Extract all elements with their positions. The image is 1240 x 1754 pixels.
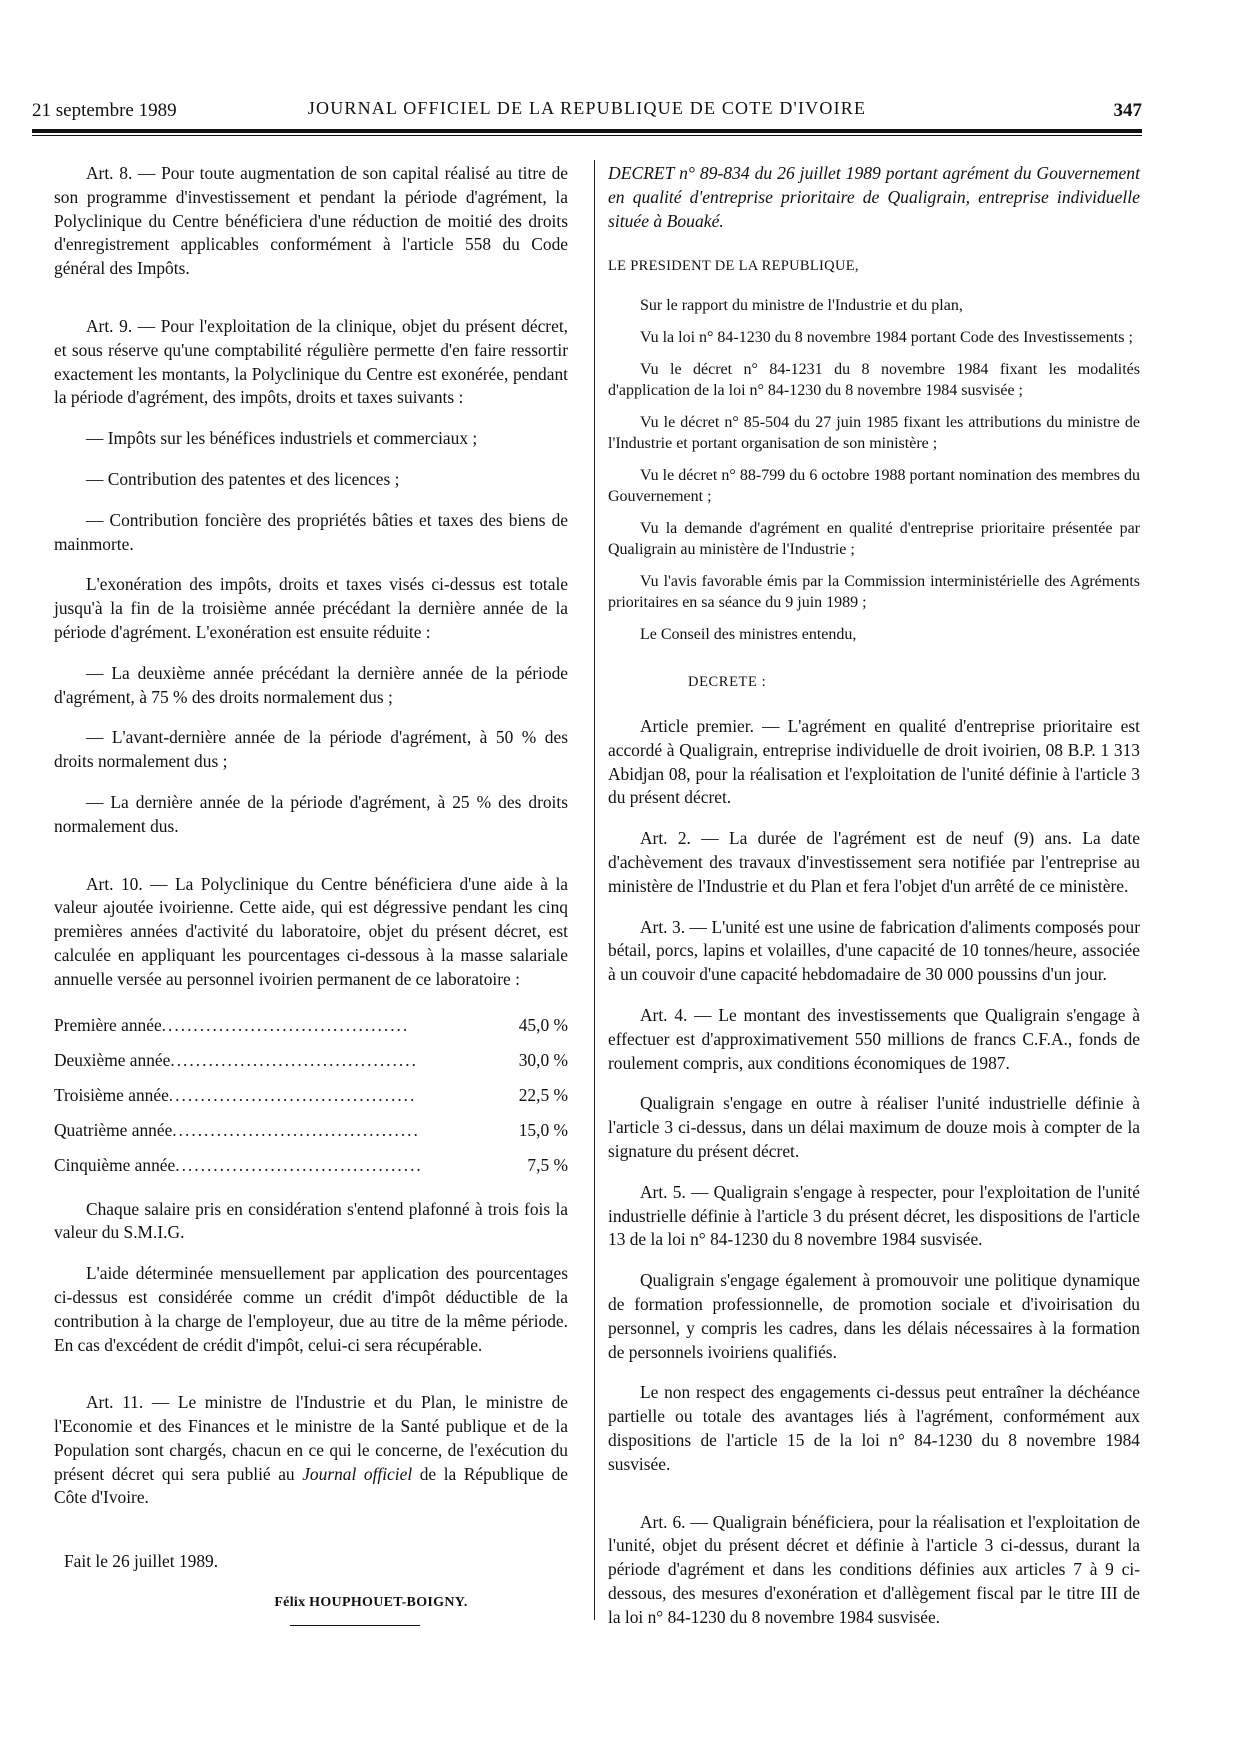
article-5-continued: Qualigrain s'engage également à promouvoir une politique dynamique de formation professionnelle, de promotion sociale et d'ivoirisation du personnel, y compris les cadres, dans les délais nécessaires à la formation de personnels ivoiriens qualifiés. xyxy=(608,1270,1140,1362)
smig-paragraph: Chaque salaire pris en considération s'entend plafonné à trois fois la valeur du S.M.I.G. xyxy=(54,1198,568,1243)
article-4: Art. 4. — Le montant des investissements que Qualigrain s'engage à effectuer est d'approximativement 550 millions de francs C.F.A., fonds de roulement compris, aux conditions économiques de 1987. xyxy=(608,1004,1140,1073)
signature-name: Félix HOUPHOUET-BOIGNY. xyxy=(274,1595,468,1611)
vu-item-4: Vu le décret n° 85-504 du 27 juin 1985 fixant les attributions du ministre de l'Industrie et portant organisation de son ministère ; xyxy=(608,414,1140,453)
table-row: Deuxième année....................................... 30,0 % xyxy=(54,1044,568,1079)
reduction-item-2: — L'avant-dernière année de la période d'agrément, à 50 % des droits normalement dus ; xyxy=(54,727,568,772)
article-5: Art. 5. — Qualigrain s'engage à respecter, pour l'exploitation de l'unité industrielle définie à l'article 3 du présent décret, les dispositions de l'article 13 de la loi n° 84-1230 du 8 novembre 1984 susvisée. xyxy=(608,1181,1140,1250)
aide-paragraph: L'aide déterminée mensuellement par application des pourcentages ci-dessus est considérée comme un crédit d'impôt déductible de la contribution à la charge de l'employeur, due au titre de la même période. En cas d'excédent de crédit d'impôt, celui-ci sera récupérable. xyxy=(54,1263,568,1355)
exoneration-paragraph: L'exonération des impôts, droits et taxes visés ci-dessus est totale jusqu'à la fin de la troisième année précédant la dernière année de la période d'agrément. L'exonération est ensuite réduite : xyxy=(54,574,568,642)
vu-item-8: Le Conseil des ministres entendu, xyxy=(640,626,857,644)
rate-year: Quatrième année xyxy=(54,1120,173,1141)
header-rule-thick xyxy=(32,129,1142,133)
article-5-non-respect: Le non respect des engagements ci-dessus peut entraîner la déchéance partielle ou totale des avantages liés à l'agrément, conformément aux dispositions de l'article 15 de la loi n° 84-1230 du 8 novembre 1984 susvisée. xyxy=(608,1382,1140,1474)
decree-title: DECRET n° 89-834 du 26 juillet 1989 portant agrément du Gouvernement en qualité d'entreprise prioritaire de Qualigrain, entreprise individuelle située à Bouaké. xyxy=(608,163,1140,231)
vu-item-2: Vu la loi n° 84-1230 du 8 novembre 1984 portant Code des Investissements ; xyxy=(640,329,1133,347)
page-number: 347 xyxy=(1113,100,1142,121)
article-4-continued: Qualigrain s'engage en outre à réaliser l'unité industrielle définie à l'article 3 ci-dessus, dans un délai maximum de douze mois à compter de la signature du présent décret. xyxy=(608,1093,1140,1161)
reduction-item-3: — La dernière année de la période d'agrément, à 25 % des droits normalement dus. xyxy=(54,791,568,836)
decrete-heading: DECRETE : xyxy=(688,674,767,691)
art9-item-3: — Contribution foncière des propriétés bâties et taxes des biens de mainmorte. xyxy=(54,509,568,554)
art9-item-1: — Impôts sur les bénéfices industriels et commerciaux ; xyxy=(86,428,478,449)
reduction-item-1: — La deuxième année précédant la dernière année de la période d'agrément, à 75 % des droits normalement dus ; xyxy=(54,662,568,707)
article-2: Art. 2. — La durée de l'agrément est de neuf (9) ans. La date d'achèvement des travaux d'investissement sera notifiée par l'entreprise au ministère de l'Industrie et du Plan et fera l'objet d'un arrêté de ce ministère. xyxy=(608,828,1140,896)
rate-value: 45,0 % xyxy=(518,1015,568,1036)
rate-value: 15,0 % xyxy=(518,1120,568,1141)
journal-name: Journal officiel xyxy=(302,1463,413,1484)
journal-title: JOURNAL OFFICIEL DE LA REPUBLIQUE DE COTE D'IVOIRE xyxy=(307,98,867,118)
header-rule-thin xyxy=(32,135,1142,136)
article-premier: Article premier. — L'agrément en qualité d'entreprise prioritaire est accordé à Qualigrain, entreprise individuelle de droit ivoirien, 08 B.P. 1 313 Abidjan 08, pour la réalisation et l'exploitation de l'unité définie à l'article 3 du présent décret. xyxy=(608,715,1140,808)
signing-date: Fait le 26 juillet 1989. xyxy=(64,1551,219,1572)
vu-item-5: Vu le décret n° 88-799 du 6 octobre 1988 portant nomination des membres du Gouvernement ; xyxy=(608,467,1140,506)
president-heading: LE PRESIDENT DE LA REPUBLIQUE, xyxy=(608,258,859,275)
issue-date: 21 septembre 1989 xyxy=(32,100,177,121)
rate-value: 22,5 % xyxy=(518,1085,568,1106)
article-3: Art. 3. — L'unité est une usine de fabrication d'aliments composés pour bétail, porcs, lapins et volailles, d'une capacité de 10 tonnes/heure, associée à un couvoir d'une capacité hebdomadaire de 30 000 poussins d'un jour. xyxy=(608,916,1140,985)
table-row: Troisième année....................................... 22,5 % xyxy=(54,1079,568,1114)
vu-item-3: Vu le décret n° 84-1231 du 8 novembre 1984 fixant les modalités d'application de la loi n° 84-1230 du 8 novembre 1984 susvisée ; xyxy=(608,361,1140,400)
rate-year: Troisième année xyxy=(54,1085,169,1106)
vu-item-1: Sur le rapport du ministre de l'Industrie et du plan, xyxy=(640,297,963,315)
article-11: Art. 11. — Le ministre de l'Industrie et du Plan, le ministre de l'Economie et des Finances et le ministre de la Santé publique et de la Population sont chargés, chacun en ce qui le concerne, de l'exécution du présent décret qui sera publié au Journal officiel de la République de Côte d'Ivoire. xyxy=(54,1392,568,1508)
rate-year: Première année xyxy=(54,1015,162,1036)
rate-year: Deuxième année xyxy=(54,1050,171,1071)
page-header xyxy=(32,96,1142,128)
table-row: Première année....................................... 45,0 % xyxy=(54,1009,568,1044)
rates-table xyxy=(54,1009,568,1184)
rate-value: 30,0 % xyxy=(518,1050,568,1071)
column-divider xyxy=(594,160,595,1620)
left-column xyxy=(54,162,568,1626)
signature-rule xyxy=(290,1625,420,1626)
vu-item-6: Vu la demande d'agrément en qualité d'entreprise prioritaire présentée par Qualigrain au ministère de l'Industrie ; xyxy=(608,520,1140,559)
table-row: Cinquième année....................................... 7,5 % xyxy=(54,1149,568,1184)
rate-value: 7,5 % xyxy=(527,1155,568,1176)
article-8: Art. 8. — Pour toute augmentation de son capital réalisé au titre de son programme d'investissement et pendant la période d'agrément, la Polyclinique du Centre bénéficiera d'une réduction de moitié des droits d'enregistrement applicables conformément à l'article 558 du Code général des Impôts. xyxy=(54,163,568,279)
table-row: Quatrième année....................................... 15,0 % xyxy=(54,1114,568,1149)
vu-item-7: Vu l'avis favorable émis par la Commission interministérielle des Agréments prioritaires en sa séance du 9 juin 1989 ; xyxy=(608,573,1140,612)
article-6: Art. 6. — Qualigrain bénéficiera, pour la réalisation et l'exploitation de l'unité, objet du présent décret et définie à l'article 3 ci-dessus, durant la période d'agrément et dans les conditions définies aux articles 7 à 9 ci-dessous, des mesures d'exonération et d'allègement fiscal par le titre III de la loi n° 84-1230 du 8 novembre 1984 susvisée. xyxy=(608,1511,1140,1627)
rate-year: Cinquième année xyxy=(54,1155,176,1176)
article-10: Art. 10. — La Polyclinique du Centre bénéficiera d'une aide à la valeur ajoutée ivoirienne. Cette aide, qui est dégressive pendant les cinq premières années d'activité du laboratoire, objet du présent décret, est calculée en appliquant les pourcentages ci-dessous à la masse salariale annuelle versée au personnel ivoirien permanent de ce laboratoire : xyxy=(54,873,568,989)
article-9: Art. 9. — Pour l'exploitation de la clinique, objet du présent décret, et sous réserve qu'une comptabilité régulière permette d'en faire ressortir exactement les montants, la Polyclinique du Centre est exonérée, pendant la période d'agrément, des impôts, droits et taxes suivants : xyxy=(54,315,568,408)
art9-item-2: — Contribution des patentes et des licences ; xyxy=(86,468,400,489)
right-column xyxy=(608,162,1140,1646)
